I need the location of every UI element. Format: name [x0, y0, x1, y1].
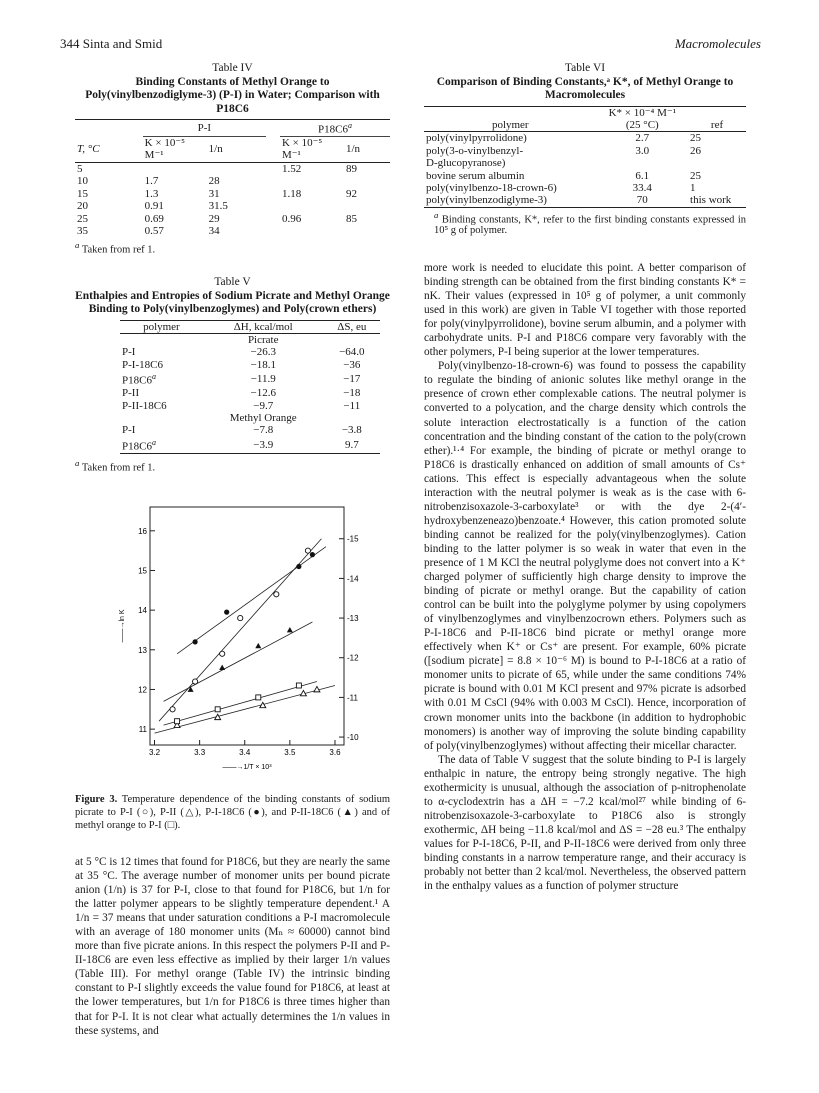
x-tick-label: 3.6 [329, 748, 341, 757]
data-point-open-circle [220, 651, 225, 656]
fit-line [164, 682, 317, 726]
table-row [75, 213, 390, 225]
data-point-filled-circle [224, 610, 229, 615]
table-row [424, 132, 746, 145]
table-row [424, 194, 746, 207]
t4-cell-n1: 31.5 [208, 200, 228, 213]
table-iv-title: Binding Constants of Methyl Orange to Poly(vinylbenzodiglyme-3) (P-I) in Water; Comparison with P18C6 [85, 75, 380, 115]
t5-cell-polymer: P-II-18C6 [122, 399, 167, 412]
t4-col-t: T, °C [77, 143, 100, 156]
t5-cell-polymer: P-I [122, 346, 136, 359]
t5-cell-polymer: P18C6$^a$ [122, 437, 156, 453]
t4-cell-k2: 1.18 [281, 187, 302, 200]
t5-cell-polymer: P-I [122, 424, 136, 437]
y-tick-label-right: -11 [347, 693, 358, 703]
t4-cell-gap [266, 225, 280, 237]
t6-col-ref: ref [710, 118, 724, 131]
t5-section-picrate: Picrate [247, 333, 279, 346]
data-point-open-square [296, 683, 301, 688]
table-vi-grid [424, 106, 746, 210]
t4-cell-k1: 1.7 [144, 175, 159, 188]
t4-cell-k1: 0.91 [144, 200, 164, 213]
t6-cell-polymer: poly(vinylbenzo-18-crown-6) [426, 181, 557, 194]
data-point-open-square [215, 707, 220, 712]
t4-group-p18c6: P18C6$^a$ [280, 120, 390, 137]
table-row [75, 188, 390, 200]
t6-cell-polymer: poly(vinylbenzodiglyme-3) [426, 194, 547, 207]
t5-cell-polymer: P-II [122, 387, 140, 400]
table-v-title: Enthalpies and Entropies of Sodium Picrate and Methyl Orange Binding to Poly(vinylbenzoglymes) and Poly(crown ethers) [75, 289, 390, 315]
t4-cell-n1 [207, 162, 266, 175]
left-paragraph-1: at 5 °C is 12 times that found for P18C6, but they are nearly the same at 35 °C. The average number of monomer units per bound picrate anion (1/n) is 37 for P-I, close to that found for P18C6, but 1/n for the latter polymer appears to be slightly temperature dependent.¹ A 1/n = 37 means that under saturation conditions a P-I macromolecule with an average of 180 monomer units (Mₙ ≈ 60000) cannot bind more than five picrate anions. In this respect the polymers P-II and P-II-18C6 are even less effective as implied by their larger 1/n values (Table III). For methyl orange (Table IV) the intrinsic binding constant to P-I slightly exceeds the value found for P18C6, at least at the lower temperatures, but 1/n for P18C6 is three times higher than that for P-I. It is not clear what actually determines the 1/n values in these systems, and [75, 856, 390, 1037]
table-vi-footnote: $^a$ Binding constants, K*, refer to the first binding constants expressed in 10⁵ g of polymer. [434, 209, 747, 237]
t4-cell-t: 15 [77, 187, 88, 200]
data-point-open-circle [238, 615, 243, 620]
t5-col-dh: ΔH, kcal/mol [233, 320, 293, 333]
t4-col-k1: K × 10⁻⁵ M⁻¹ [144, 137, 185, 162]
t4-cell-n2: 92 [345, 187, 357, 200]
plot-frame [150, 507, 344, 745]
t4-cell-n1: 34 [208, 224, 220, 237]
t4-cell-gap [266, 162, 280, 175]
t4-cell-t: 25 [77, 212, 88, 225]
t5-cell-polymer: P18C6$^a$ [122, 372, 156, 387]
data-point-filled-triangle [287, 627, 293, 632]
t4-cell-k1: 1.3 [144, 187, 159, 200]
t5-cell-ds: −64.0 [339, 346, 365, 359]
data-point-filled-triangle [219, 665, 225, 670]
t6-col-k: K* × 10⁻⁴ M⁻¹ [608, 106, 677, 119]
y-tick-label-left: 12 [138, 685, 147, 695]
figure-3-label: Figure 3. [75, 794, 118, 805]
y-tick-label-right: -13 [347, 614, 359, 624]
t5-cell-dh: −7.8 [253, 424, 274, 437]
fit-line [177, 547, 326, 654]
table-row [424, 145, 746, 157]
right-paragraph-2: Poly(vinylbenzo-18-crown-6) was found to possess the capability to regulate the binding of anionic solutes like methyl orange in the presence of crown ether complexable cations. The neutral polymer is converted to a polycation, and the charge density which controls the solute interaction electrostatically is a function of the cation concentration and the binding constant of the cation to the poly(crown ether).¹·⁴ For example, the binding of picrate or methyl orange to P18C6 is drastically enhanced on addition of small amounts of Cs⁺ cations. This effect is especially advantageous when the solute interaction with the neutral polymer is weak as is the case with 6-nitrobenzisoxazole-3-carboxylate³ or with the dye 2-(4′-hydroxybenzeneazo)benzoate.⁴ However, this cation promoted solute binding cannot be realized for the poly(vinylbenzoglymes). Cation binding to the latter polymer is so weak in water that even in the presence of 1 M KCl the neutral polyglyme does not convert into a K⁺ charged polymer of sufficiently high charge density to improve the binding of picrate or methyl orange. But the capability of cation control can be built into the polyglyme polymer by using copolymers of vinylbenzoglymes and vinylbenzocrown ethers. Polymers such as P-I-18C6 and P-II-18C6 bind picrate or methyl orange more effectively when K⁺ or Cs⁺ are present. For example, 60% picrate ([sodium picrate] = 8.8 × 10⁻⁶ M) is bound to P-I-18C6 at a ratio of monomer units to picrate of 65, while under the same conditions 74% picrate is bound with 0.01 M KCl present and 97% picrate is adsorbed with 0.01 M CsCl (94% with 0.003 M CsCl). Hence, incorporation of crown monomer units into the backbone (in addition to hydrophobic monomers) is another way of improving the solute binding capability of poly(vinylbenzoglymes) without affecting their micellar character. [424, 360, 746, 752]
t5-col-ds: ΔS, eu [337, 320, 367, 333]
t4-cell-t: 20 [77, 200, 88, 213]
t6-cell-k: 70 [636, 194, 648, 207]
t5-cell-dh: −11.9 [250, 372, 276, 385]
data-point-filled-circle [193, 639, 198, 644]
author-names: Sinta and Smid [82, 36, 163, 51]
data-point-filled-circle [310, 552, 315, 557]
x-axis-label: ——→1/T × 10³ [222, 764, 272, 771]
t4-cell-n2: 89 [345, 162, 357, 175]
table-iv [75, 62, 390, 256]
x-tick-label: 3.2 [148, 748, 161, 757]
t4-cell-gap [266, 188, 280, 200]
table-row [424, 170, 746, 182]
t4-cell-k2: 0.96 [281, 212, 302, 225]
t4-col-n2: 1/n [345, 143, 360, 156]
table-v-label: Table V [214, 276, 251, 288]
t5-cell-polymer: P-I-18C6 [122, 358, 163, 371]
table-vi-label: Table VI [564, 62, 606, 74]
t4-cell-t: 5 [77, 162, 83, 175]
y-tick-label-left: 15 [138, 566, 147, 576]
t5-cell-dh: −18.1 [250, 358, 276, 371]
t4-cell-n2: 85 [345, 212, 357, 225]
figure-3-caption-text: Temperature dependence of the binding constants of sodium picrate to P-I (○), P-II (△), P-I-18C6 (●), and P-II-18C6 (▲) and of methyl orange to P-I (□). [75, 794, 390, 831]
table-row [424, 157, 746, 169]
t4-cell-n2 [344, 225, 390, 237]
data-point-open-square [256, 695, 261, 700]
data-point-open-circle [305, 548, 310, 553]
y-tick-label-left: 13 [138, 645, 147, 655]
table-row [120, 424, 380, 436]
x-tick-label: 3.4 [239, 748, 251, 757]
y-tick-label-right: -12 [347, 653, 359, 663]
t6-cell-polymer: poly(3-o-vinylbenzyl- [426, 144, 524, 157]
t4-cell-k2 [280, 175, 344, 187]
t6-cell-k: 3.0 [635, 144, 650, 157]
t6-cell-ref: 25 [690, 169, 702, 182]
t4-cell-n2 [344, 200, 390, 212]
table-iv-grid [75, 119, 390, 237]
t5-col-polymer: polymer [143, 320, 180, 333]
table-row [75, 200, 390, 212]
t5-cell-ds: −36 [343, 358, 361, 371]
x-tick-label: 3.3 [194, 748, 206, 757]
t6-cell-ref: 25 [690, 132, 702, 145]
y-tick-label-right: -14 [347, 574, 359, 584]
t4-cell-n1: 31 [208, 187, 220, 200]
table-row [120, 359, 380, 371]
t4-cell-k2 [280, 200, 344, 212]
right-column-text [424, 261, 746, 893]
table-row [75, 162, 390, 175]
t6-col-k2: (25 °C) [625, 118, 659, 131]
table-row [75, 175, 390, 187]
table-row [424, 182, 746, 194]
y-tick-label-left: 14 [138, 606, 147, 616]
page-number: 344 [60, 36, 80, 51]
t4-cell-gap [266, 200, 280, 212]
table-row [120, 437, 380, 454]
running-header-left [60, 36, 162, 52]
t4-cell-k2: 1.52 [281, 162, 302, 175]
table-v-grid [120, 320, 380, 456]
t4-col-n1: 1/n [208, 143, 223, 156]
y-tick-label-right: -10 [347, 733, 359, 743]
t6-cell-ref: this work [690, 194, 732, 207]
t5-cell-ds: 9.7 [344, 438, 359, 451]
data-point-filled-triangle [255, 643, 261, 648]
figure-3-caption [75, 793, 390, 832]
data-point-open-circle [170, 707, 175, 712]
y-tick-label-left: 11 [138, 725, 147, 735]
t4-cell-k1: 0.57 [144, 224, 164, 237]
y-tick-label-right: -15 [347, 534, 359, 544]
table-row [120, 387, 380, 399]
table-vi-title: Comparison of Binding Constants,ᵃ K*, of Methyl Orange to Macromolecules [436, 75, 734, 101]
t6-cell-ref: 26 [690, 144, 702, 157]
table-row [75, 225, 390, 237]
t4-cell-n1: 28 [208, 175, 220, 188]
y-axis-label: ——→ln K [119, 609, 126, 643]
table-iv-footnote: $^a$ Taken from ref 1. [75, 240, 156, 256]
left-column-text [75, 855, 390, 1038]
table-row [120, 400, 380, 412]
t4-cell-n1: 29 [208, 212, 220, 225]
journal-name: Macromolecules [674, 36, 761, 51]
t4-cell-t: 10 [77, 175, 88, 188]
data-point-filled-circle [296, 564, 301, 569]
t5-cell-dh: −3.9 [253, 438, 274, 451]
t6-cell-polymer: poly(vinylpyrrolidone) [426, 132, 527, 145]
t6-cell-polymer: D-glucopyranose) [426, 157, 506, 170]
t6-cell-k: 6.1 [635, 169, 650, 182]
y-tick-label-left: 16 [138, 526, 147, 536]
t6-cell-ref: 1 [690, 181, 696, 194]
t6-cell-polymer: bovine serum albumin [426, 169, 525, 182]
table-row [120, 371, 380, 387]
t4-col-k2: K × 10⁻⁵ M⁻¹ [281, 137, 323, 162]
data-point-open-circle [274, 592, 279, 597]
t6-cell-k [597, 157, 688, 169]
table-vi [424, 62, 746, 236]
table-v [75, 276, 390, 473]
data-point-open-triangle [314, 686, 320, 691]
t5-cell-dh: −9.7 [253, 399, 274, 412]
table-iv-label: Table IV [212, 62, 253, 74]
t4-cell-k1 [143, 162, 207, 175]
right-paragraph-1: more work is needed to elucidate this point. A better comparison of binding strength can be obtained from the first binding constants K* = nK. Their values (expressed in 10⁵ g of polymer, a unit commonly used in this work) are given in Table VI together with those reported for poly(vinylpyrrolidone), bovine serum albumin, and a polymer with carbohydrate units. P-I and P18C6 compare very favorably with the other polymers, P-I being superior at the lower temperatures. [424, 262, 746, 359]
t5-cell-ds: −18 [343, 387, 361, 400]
t6-cell-ref [688, 157, 746, 169]
table-row [120, 346, 380, 358]
figure-3-chart [112, 493, 382, 788]
t6-cell-k: 2.7 [635, 132, 650, 145]
t4-cell-k1: 0.69 [144, 212, 164, 225]
x-tick-label: 3.5 [284, 748, 296, 757]
table-v-footnote: $^a$ Taken from ref 1. [75, 457, 156, 474]
t5-cell-ds: −17 [343, 372, 361, 385]
data-point-open-square [175, 719, 180, 724]
t5-cell-ds: −3.8 [341, 424, 362, 437]
t5-cell-ds: −11 [343, 399, 361, 412]
t4-group-pi: P-I [143, 120, 266, 137]
t5-section-mo: Methyl Orange [229, 412, 297, 424]
t4-cell-gap [266, 213, 280, 225]
right-paragraph-3: The data of Table V suggest that the solute binding to P-I is largely enthalpic in nature, the entropy being strongly negative. The high exothermicity is unusual, although the association of p-nitrophenolate to α-cyclodextrin has a ΔH = −7.2 kcal/mol²⁷ while binding of 6-nitrobenzisoxazole-3-carboxylate to P18C6 also is strongly exothermic, ΔH being −11.8 kcal/mol and ΔS = −28 eu.³ The enthalpy values for P-I-18C6, P-II, and P-II-18C6 were derived from only three binding constants in a narrow temperature range, and their accuracy is probably not better than 2 kcal/mol. Nevertheless, the observed pattern in the enthalpy values as a function of polymer structure [424, 753, 746, 893]
t5-cell-dh: −26.3 [250, 346, 276, 359]
t6-cell-k: 33.4 [632, 181, 652, 194]
t4-cell-n2 [344, 175, 390, 187]
t4-cell-k2 [280, 225, 344, 237]
t6-col-polymer: polymer [491, 118, 529, 131]
t4-cell-gap [266, 175, 280, 187]
data-point-filled-triangle [188, 686, 194, 691]
fit-line [155, 686, 335, 734]
t4-cell-t: 35 [77, 224, 88, 237]
t5-cell-dh: −12.6 [250, 387, 276, 400]
